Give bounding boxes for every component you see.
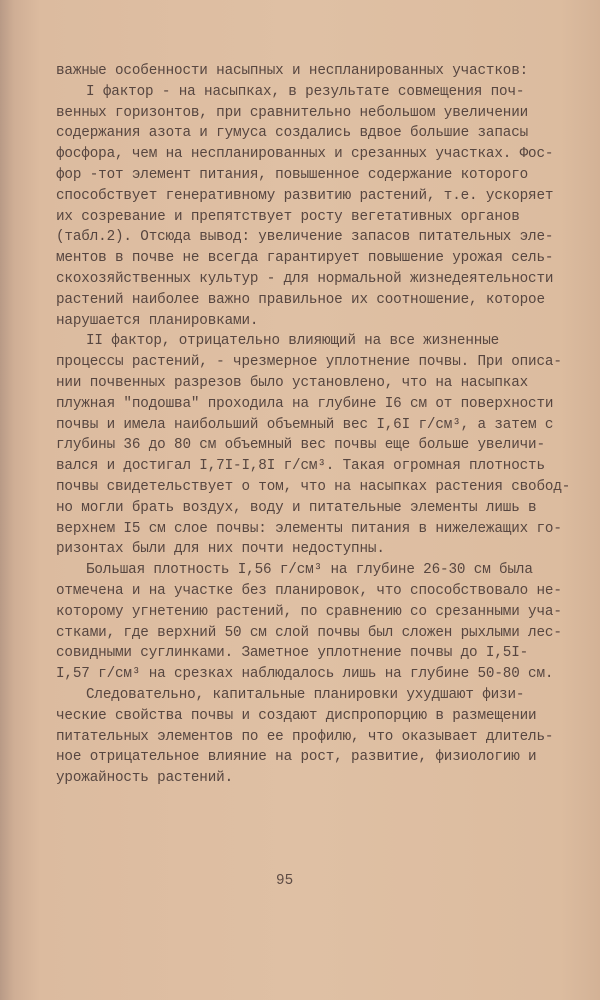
text-line: плужная "подошва" проходила на глубине I6 см от поверхности [56, 395, 554, 412]
text-line: которому угнетению растений, по сравнению со срезанными уча- [56, 603, 562, 620]
text-line: питательных элементов по ее профилю, что оказывает длитель- [56, 728, 554, 745]
text-line: глубины 36 до 80 см объемный вес почвы еще больше увеличи- [56, 437, 545, 454]
text-line: совидными суглинками. Заметное уплотнение почвы до I,5I- [56, 645, 529, 662]
text-line: но могли брать воздух, воду и питательные элементы лишь в [56, 499, 537, 516]
text-line: растений наиболее важно правильное их соотношение, которое [56, 291, 545, 308]
text-line: нии почвенных разрезов было установлено, что на насыпках [56, 374, 529, 391]
text-line: Следовательно, капитальные планировки ухудшают физи- [86, 686, 525, 703]
text-line: фосфора, чем на неспланированных и срезанных участках. Фос- [56, 146, 554, 163]
text-line: вался и достигал I,7I-I,8I г/см³. Такая огромная плотность [56, 458, 545, 475]
text-line: процессы растений, - чрезмерное уплотнение почвы. При описа- [56, 354, 562, 371]
text-line: верхнем I5 см слое почвы: элементы питания в нижележащих го- [56, 520, 562, 537]
text-line: нарушается планировками. [56, 312, 259, 329]
text-line: стками, где верхний 50 см слой почвы был сложен рыхлыми лес- [56, 624, 562, 641]
text-line: отмечена и на участке без планировок, что способствовало не- [56, 582, 562, 599]
text-line: ное отрицательное влияние на рост, развитие, физиологию и [56, 749, 537, 766]
text-line: I,57 г/см³ на срезках наблюдалось лишь на глубине 50-80 см. [56, 666, 554, 683]
text-line: важные особенности насыпных и неспланированных участков: [56, 63, 529, 79]
text-line: урожайность растений. [56, 770, 234, 787]
text-line: скохозяйственных культур - для нормальной жизнедеятельности [56, 270, 554, 287]
text-line: почвы свидетельствует о том, что на насыпках растения свобод- [56, 478, 571, 495]
text-line: почвы и имела наибольший объемный вес I,6I г/см³, а затем с [56, 416, 554, 433]
text-line: фор -тот элемент питания, повышенное содержание которого [56, 166, 529, 183]
text-line: содержания азота и гумуса создались вдвое большие запасы [56, 125, 529, 142]
text-line: I фактор - на насыпках, в результате совмещения поч- [86, 83, 525, 100]
body-text [56, 61, 586, 789]
text-line: их созревание и препятствует росту вегетативных органов [56, 208, 520, 225]
text-line: ризонтах были для них почти недоступны. [56, 541, 385, 558]
text-line: (табл.2). Отсюда вывод: увеличение запасов питательных эле- [56, 229, 554, 246]
text-line: способствует генеративному развитию растений, т.е. ускоряет [56, 187, 554, 204]
text-line: Большая плотность I,56 г/см³ на глубине 26-30 см была [86, 562, 533, 579]
page-number: 95 [276, 873, 294, 889]
text-line: II фактор, отрицательно влияющий на все жизненные [86, 333, 500, 350]
text-line: венных горизонтов, при сравнительно небольшом увеличении [56, 104, 529, 121]
text-line: ментов в почве не всегда гарантирует повышение урожая сель- [56, 250, 554, 267]
text-line: ческие свойства почвы и создают диспропорцию в размещении [56, 707, 537, 724]
